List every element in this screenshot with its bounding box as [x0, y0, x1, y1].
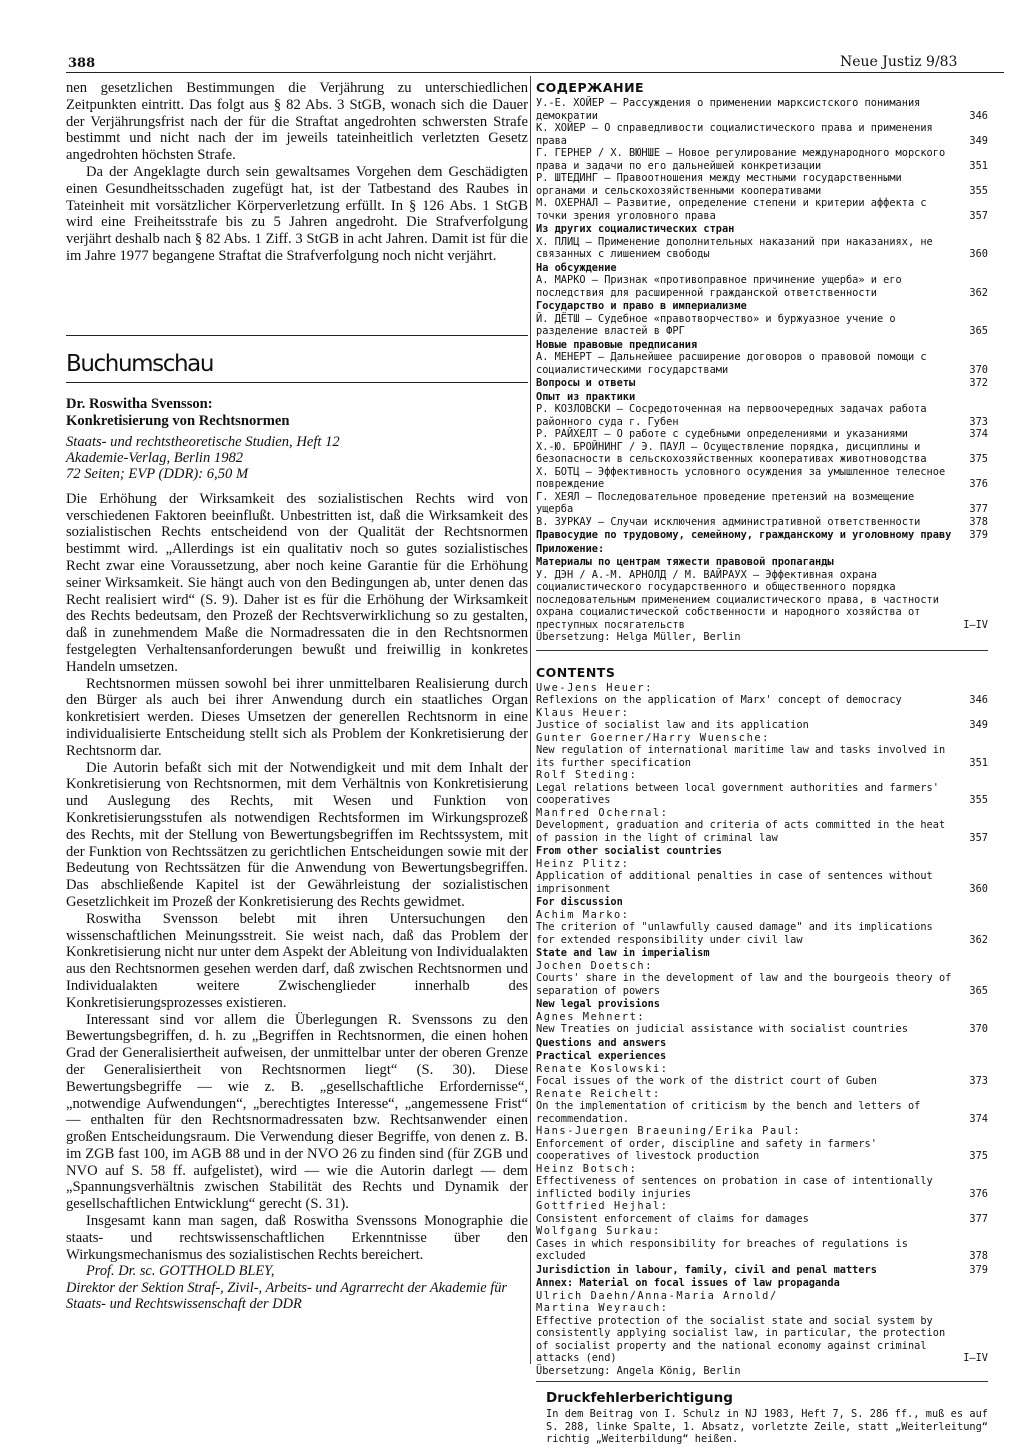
- toc-entry: [536, 351, 988, 376]
- toc-auth: [536, 960, 988, 973]
- english-contents-list: [536, 682, 988, 1378]
- toc-cat: [536, 1276, 988, 1290]
- toc-page-number: 362: [969, 933, 988, 946]
- toc-text: Focal issues of the work of the district court of Guben: [536, 1075, 877, 1087]
- toc-text: У.-Е. ХОЙЕР — Рассуждения о применении марксистского понимания демократии: [536, 97, 921, 122]
- toc-catpage: [536, 376, 988, 390]
- toc-text: Renate Reichelt:: [536, 1087, 661, 1100]
- review-book-meta: [66, 434, 528, 483]
- toc-text: Р. РАЙХЕЛТ — О работе с судебными определениями и указаниями: [536, 428, 908, 440]
- toc-page-number: 362: [969, 286, 988, 299]
- toc-catpage: [536, 528, 988, 542]
- toc-text: The criterion of "unlawfully caused damage" and its implications for extended responsibility under civil law: [536, 921, 933, 946]
- toc-page-number: 360: [969, 882, 988, 895]
- body-paragraph: nen gesetzlichen Bestimmungen die Verjährung zu unterschiedlichen Zeitpunkten eintritt. Das folgt aus § 82 Abs. 3 StGB, wonach sich die Dauer der Verjährungsfrist nach der für die Straftat angedrohten schwersten Strafe bestimmt und nicht nach der im jeweils tateinheitlich verletzten Gesetz angedrohten höchsten Strafe.: [66, 80, 528, 164]
- toc-cat: [536, 895, 988, 909]
- toc-entry: [536, 1138, 988, 1163]
- toc-text: Heinz Botsch:: [536, 1162, 638, 1175]
- toc-page-number: 351: [969, 159, 988, 172]
- toc-text: Development, graduation and criteria of acts committed in the heat of passion in the light of criminal law: [536, 819, 946, 844]
- review-paragraph: Die Autorin befaßt sich mit der Notwendigkeit und mit dem Inhalt der Konkretisierung von Rechtsnormen, mit dem Verhältnis von Konkretisierung und Auslegung des Rechts, mit Wesen und Funktion von Konkretisierungsstufen als notwendigen Rechtsformen im Wirkungsprozeß des Rechts, mit der Stellung von Bewertungsbegriffen im Rechtssystem, mit der Funktion von Rechtssätzen zu gerichtlichen Entscheidungen sowie mit der Bedeutung von Rechtssätzen für die Anwendung von Bewertungsbegriffen. Das abschließende Kapitel ist der Gewährleistung der sozialistischen Gesetzlichkeit im Prozeß der Konkretisierung des Rechts gewidmet.: [66, 759, 528, 910]
- toc-page-number: 351: [969, 756, 988, 769]
- toc-page-number: 375: [969, 453, 988, 465]
- toc-entry: [536, 441, 988, 466]
- review-paragraph: Rechtsnormen müssen sowohl bei ihrer unmittelbaren Realisierung durch den Bürger als auch bei ihrer Anwendung durch ein staatliches Organ konkretisiert werden. Dieses Umsetzen der generellen Rechtsnorm in eine individualisierte Entscheidung stellt sich als Problem der Konkretisierung der Rechtsnorm dar.: [66, 675, 528, 759]
- toc-text: В. ЗУРКАУ — Случаи исключения административной ответственности: [536, 515, 921, 528]
- header-rule: [66, 72, 1004, 73]
- toc-entry: [536, 236, 988, 261]
- journal-issue: Neue Justiz 9/83: [840, 54, 958, 70]
- section-rule: [66, 382, 528, 383]
- toc-entry: [536, 274, 988, 299]
- toc-page-number: 370: [969, 1023, 988, 1035]
- toc-text: Из других социалистических стран: [536, 223, 735, 235]
- toc-auth: [536, 1011, 988, 1024]
- toc-page-number: 355: [969, 794, 988, 806]
- toc-entry: [536, 719, 988, 732]
- toc-page-number: 346: [969, 109, 988, 122]
- left-column-top: [66, 80, 528, 265]
- toc-auth: [536, 707, 988, 720]
- toc-plain: [536, 1365, 988, 1378]
- toc-entry: [536, 921, 988, 946]
- body-paragraph: Da der Angeklagte durch sein gewaltsames Vorgehen dem Geschädigten einen Gesundheitsschaden zugefügt hat, ist der Tatbestand des Raubes in Tateinheit mit vorsätzlicher Körperverletzung erfüllt. In § 126 Abs. 1 StGB wird eine Freiheitsstrafe bis zu 5 Jahren angedroht. Die Strafverfolgung verjährt deshalb nach § 82 Abs. 1 Ziff. 3 StGB in acht Jahren. Damit ist für die im Jahre 1977 begangene Straftat die Strafverfolgung noch nicht verjährt.: [66, 163, 528, 264]
- errata-title: Druckfehlerberichtigung: [546, 1390, 733, 1406]
- toc-text: Klaus Heuer:: [536, 706, 630, 719]
- toc-entry: [536, 147, 988, 172]
- toc-entry: [536, 122, 988, 147]
- toc-text: For discussion: [536, 896, 623, 908]
- review-paragraph: Interessant sind vor allem die Überlegungen R. Svenssons zu den Bewertungsbegriffen, d. h. zu „Begriffen in Rechtsnormen, die einen hohen Grad der Generalisiertheit aufweisen, der unmittelbar unter der oberen Grenze der Generalisiertheit von Rechtsnormen liegt“ (S. 30). Diese Bewertungsbegriffe — wie z. B. „gesellschaftliche Erfordernisse“, „notwendige Aufwendungen“, „berechtigtes Interesse“, „angemessene Frist“ — enthalten für den Rechtsnormadressaten bzw. Rechtsanwender einen großen Entscheidungsraum. Die Verwendung dieser Begriffe, von denen z. B. im ZGB fast 100, im AGB 88 und in der NVO 26 zu finden sind (für ZGB und NVO auf S. 58 ff. aufgelistet), wird — wie die Autorin darlegt — dem „Spannungsverhältnis zwischen Stabilität des Rechts und Dynamik der gesellschaftlichen Entwicklung“ gerecht (S. 31).: [66, 1011, 528, 1213]
- toc-auth: [536, 909, 988, 922]
- toc-text: Courts' share in the development of law and the bourgeois theory of separation of powers: [536, 972, 952, 997]
- toc-entry: [536, 1075, 988, 1088]
- toc-page-number: 372: [969, 377, 988, 389]
- toc-text: Annex: Material on focal issues of law propaganda: [536, 1277, 840, 1289]
- toc-entry: [536, 972, 988, 997]
- toc-cat: [536, 542, 988, 556]
- toc-auth: [536, 1088, 988, 1101]
- toc-entry: [536, 428, 988, 441]
- toc-page-number: 349: [969, 719, 988, 731]
- toc-text: Г. ХЕЯЛ — Последовательное проведение претензий на возмещение ущерба: [536, 490, 915, 515]
- toc-entry: [536, 1100, 988, 1125]
- toc-page-number: 377: [969, 1212, 988, 1225]
- review-paragraph: Insgesamt kann man sagen, daß Roswitha Svenssons Monographie die staats- und rechtswissenschaftlichen Erkenntnisse über den Wirkungsmechanismus des sozialistischen Rechts bereichert.: [66, 1213, 528, 1263]
- toc-cat: [536, 997, 988, 1011]
- column-divider: [530, 76, 531, 1364]
- toc-entry: [536, 172, 988, 197]
- toc-text: На обсуждение: [536, 261, 617, 274]
- toc-auth: [536, 1290, 988, 1303]
- toc-auth: [536, 682, 988, 695]
- toc-text: Enforcement of order, discipline and safety in farmers' cooperatives of livestock production: [536, 1137, 877, 1162]
- toc-auth: [536, 1063, 988, 1076]
- review-author: Dr. Roswitha Svensson:: [66, 396, 213, 412]
- toc-entry: [536, 97, 988, 122]
- toc-entry: [536, 1213, 988, 1226]
- toc-text: Правосудие по трудовому, семейному, гражданскому и уголовному праву: [536, 529, 952, 541]
- toc-catpage: [536, 1263, 988, 1277]
- toc-plain: [536, 631, 988, 644]
- toc-cat: [536, 261, 988, 275]
- toc-auth: [536, 1200, 988, 1213]
- toc-page-number: 360: [969, 248, 988, 260]
- toc-page-number: 379: [969, 529, 988, 541]
- toc-text: New Treaties on judicial assistance with socialist countries: [536, 1023, 908, 1035]
- toc-text: Justice of socialist law and its application: [536, 719, 809, 731]
- english-contents-title: CONTENTS: [536, 664, 616, 680]
- toc-page-number: I—IV: [963, 1352, 988, 1364]
- review-paragraph: Die Erhöhung der Wirksamkeit des sozialistischen Rechts wird von verschiedenen Faktoren beeinflußt. Unbestritten ist, daß die Wirksamkeit des sozialistischen Rechts entscheidend von der Qualität der Rechtsnormen bestimmt wird. „Allerdings ist ein qualitativ noch so gutes sozialistisches Recht zwar eine Voraussetzung, aber noch keine Garantie für die Erhöhung seiner Wirksamkeit. Sie hängt auch von den Bedingungen ab, unter denen das Recht realisiert wird“ (S. 9). Daher ist es für die Erhöhung der Wirksamkeit des Rechts bedeutsam, den Prozeß der Rechtsverwirklichung so zu gestalten, daß in zunehmendem Maße die Normadressaten die in den Rechtsnormen festgelegten Verhaltensanforderungen bewußt und freiwillig in konkretes Handeln umsetzen.: [66, 490, 528, 675]
- toc-entry: [536, 403, 988, 428]
- toc-auth: [536, 732, 988, 745]
- toc-text: New legal provisions: [536, 998, 660, 1010]
- russian-contents-title: СОДЕРЖАНИЕ: [536, 80, 645, 95]
- toc-page-number: 377: [969, 503, 988, 515]
- toc-text: Й. ДЁТШ — Судебное «правотворчество» и буржуазное учение о разделение властей в ФРГ: [536, 312, 896, 337]
- toc-page-number: 365: [969, 325, 988, 337]
- toc-page-number: 374: [969, 1112, 988, 1125]
- toc-page-number: 349: [969, 134, 988, 147]
- toc-text: Achim Marko:: [536, 908, 630, 921]
- toc-auth: [536, 1125, 988, 1138]
- toc-text: Р. КОЗЛОВСКИ — Сосредоточенная на первоочередных задачах работа районного суда г. Губен: [536, 403, 927, 428]
- toc-text: Jurisdiction in labour, family, civil and penal matters: [536, 1263, 877, 1276]
- toc-auth: [536, 858, 988, 871]
- toc-entry: [536, 569, 988, 632]
- book-review: [66, 396, 528, 1313]
- toc-text: Х. ПЛИЦ — Применение дополнительных наказаний при наказаниях, не связанных с лишением свободы: [536, 235, 933, 260]
- toc-page-number: 375: [969, 1150, 988, 1162]
- errata-text: In dem Beitrag von I. Schulz in NJ 1983, Heft 7, S. 286 ff., muß es auf S. 288, linke Spalte, 1. Absatz, vorletzte Zeile, statt „Weiterleitung“ richtig „Weiterbildung“ heißen.: [546, 1408, 988, 1445]
- toc-text: Приложение:: [536, 542, 605, 555]
- toc-text: Questions and answers: [536, 1036, 667, 1049]
- toc-text: Государство и право в империализме: [536, 300, 747, 312]
- toc-cat: [536, 338, 988, 352]
- toc-text: Cases in which responsibility for breaches of regulations is excluded: [536, 1237, 908, 1262]
- toc-text: Опыт из практики: [536, 390, 636, 403]
- toc-text: Manfred Ochernal:: [536, 806, 669, 819]
- toc-entry: [536, 1238, 988, 1263]
- toc-auth: [536, 769, 988, 782]
- russian-contents-list: [536, 97, 988, 644]
- toc-page-number: 365: [969, 984, 988, 997]
- toc-entry: [536, 694, 988, 707]
- toc-entry: [536, 1175, 988, 1200]
- toc-cat: [536, 946, 988, 960]
- toc-text: Ulrich Daehn/Anna-Maria Arnold/: [536, 1289, 778, 1302]
- toc-page-number: 374: [969, 428, 988, 440]
- toc-text: М. ОХЕРНАЛ — Развитие, определение степени и критерии аффекта с точки зрения уголовного права: [536, 197, 927, 222]
- toc-page-number: 373: [969, 415, 988, 428]
- toc-text: У. ДЭН / А.-М. АРНОЛД / М. ВАЙРАУХ — Эффективная охрана социалистического государственного и общественного порядка последовательным применением социалистического права, в частности охрана социалистической собственности и народного хозяйства от преступных посягательств: [536, 568, 939, 631]
- toc-text: Uwe-Jens Heuer:: [536, 681, 653, 694]
- toc-entry: [536, 516, 988, 529]
- reviewer-role: Direktor der Sektion Straf-, Zivil-, Arbeits- und Agrarrecht der Akademie für Staats- und Rechtswissenschaft der DDR: [66, 1279, 507, 1313]
- toc-text: New regulation of international maritime law and tasks involved in its further specification: [536, 744, 946, 769]
- toc-text: Agnes Mehnert:: [536, 1010, 646, 1023]
- toc-auth: [536, 1302, 988, 1315]
- toc-page-number: 376: [969, 1187, 988, 1200]
- errata-box: [536, 1390, 988, 1446]
- toc-text: Jochen Doetsch:: [536, 959, 653, 972]
- english-contents: [536, 665, 988, 1383]
- toc-cat: [536, 222, 988, 236]
- toc-text: Application of additional penalties in case of sentences without imprisonment: [536, 870, 933, 895]
- toc-entry: [536, 197, 988, 222]
- toc-entry: [536, 1023, 988, 1036]
- toc-entry: [536, 870, 988, 895]
- toc-text: Legal relations between local government authorities and farmers' cooperatives: [536, 781, 939, 806]
- toc-cat: [536, 1036, 988, 1050]
- toc-cat: [536, 555, 988, 569]
- toc-text: On the implementation of criticism by the bench and letters of recommendation.: [536, 1100, 921, 1125]
- review-book-title: Konkretisierung von Rechtsnormen: [66, 412, 290, 429]
- toc-text: К. ХОЙЕР — О справедливости социалистического права и применения права: [536, 122, 933, 147]
- toc-text: Г. ГЕРНЕР / Х. ВЮНШЕ — Новое регулирование международного морского права и задачи по его дальнейшей конкретизации: [536, 147, 946, 172]
- toc-text: Übersetzung: Helga Müller, Berlin: [536, 631, 741, 643]
- toc-text: State and law in imperialism: [536, 947, 710, 959]
- toc-page-number: I—IV: [963, 618, 988, 631]
- toc-text: Gottfried Hejhal:: [536, 1200, 669, 1212]
- toc-page-number: 346: [969, 694, 988, 706]
- toc-text: Übersetzung: Angela König, Berlin: [536, 1364, 741, 1377]
- toc-text: Новые правовые предписания: [536, 338, 698, 351]
- toc-page-number: 370: [969, 363, 988, 376]
- review-paragraph: Roswitha Svensson belebt mit ihren Untersuchungen den wissenschaftlichen Meinungsstreit. Sie weist nach, daß das Problem der Konkretisierung nicht nur unter dem Aspekt der Ableitung von Individualakten aus den Rechtsnormen gesehen werden darf, daß zwischen Rechtsnormen und Individualakten weitere Zwischenglieder innerhalb des Konkretisierungsprozesses existieren.: [66, 910, 528, 1011]
- toc-cat: [536, 844, 988, 858]
- toc-text: Effective protection of the socialist state and social system by consistently applying socialist law, in particular, the protection of socialist property and the national economy against criminal attacks (end): [536, 1314, 946, 1364]
- toc-text: Материалы по центрам тяжести правовой пропаганды: [536, 556, 834, 568]
- page-number: 388: [68, 56, 96, 71]
- toc-page-number: 357: [969, 209, 988, 222]
- toc-text: From other socialist countries: [536, 845, 722, 857]
- toc-auth: [536, 807, 988, 820]
- toc-text: Rolf Steding:: [536, 769, 638, 781]
- toc-page-number: 355: [969, 184, 988, 197]
- toc-page-number: 378: [969, 515, 988, 528]
- toc-text: Gunter Goerner/Harry Wuensche:: [536, 731, 770, 744]
- toc-entry: [536, 491, 988, 516]
- toc-entry: [536, 744, 988, 769]
- toc-text: Вопросы и ответы: [536, 377, 636, 389]
- reviewer-name: Prof. Dr. sc. GOTTHOLD BLEY,: [86, 1263, 275, 1280]
- toc-text: Х. БОТЦ — Эффективность условного осуждения за умышленное телесное повреждение: [536, 465, 946, 490]
- toc-text: Heinz Plitz:: [536, 857, 630, 870]
- toc-page-number: 373: [969, 1075, 988, 1087]
- section-heading-buchumschau: Buchumschau: [66, 351, 214, 377]
- russian-contents: [536, 80, 988, 651]
- toc-text: А. МЕНЕРТ — Дальнейшее расширение договоров о правовой помощи с социалистическими государствами: [536, 351, 927, 376]
- toc-text: А. МАРКО — Признак «противоправное причинение ущерба» и его последствия для расширенной гражданской ответственности: [536, 274, 902, 299]
- review-details: 72 Seiten; EVP (DDR): 6,50 M: [66, 466, 249, 483]
- toc-entry: [536, 819, 988, 844]
- toc-text: Р. ШТЕДИНГ — Правоотношения между местными государственными органами и сельскохозяйственными кооперативами: [536, 172, 902, 197]
- toc-text: Martina Weyrauch:: [536, 1302, 669, 1314]
- toc-entry: [536, 1315, 988, 1365]
- toc-entry: [536, 782, 988, 807]
- toc-entry: [536, 466, 988, 491]
- toc-page-number: 378: [969, 1250, 988, 1262]
- toc-entry: [536, 313, 988, 338]
- toc-cat: [536, 1049, 988, 1063]
- section-rule: [66, 335, 528, 336]
- toc-page-number: 376: [969, 478, 988, 490]
- toc-text: Effectiveness of sentences on probation in case of intentionally inflicted bodily injuries: [536, 1175, 933, 1200]
- toc-page-number: 357: [969, 831, 988, 844]
- toc-text: Hans-Juergen Braeuning/Erika Paul:: [536, 1125, 802, 1137]
- toc-cat: [536, 299, 988, 313]
- toc-auth: [536, 1225, 988, 1238]
- toc-text: Wolfgang Surkau:: [536, 1225, 661, 1237]
- toc-text: Consistent enforcement of claims for damages: [536, 1212, 809, 1225]
- toc-auth: [536, 1163, 988, 1176]
- right-column: [536, 80, 988, 1446]
- toc-text: Х.-Ю. БРОЙНИНГ / Э. ПАУЛ — Осуществление порядка, дисциплины и безопасности в сельскохозяйственных кооперативах животноводства: [536, 440, 927, 465]
- toc-cat: [536, 390, 988, 404]
- review-series: Staats- und rechtstheoretische Studien, Heft 12: [66, 433, 340, 450]
- toc-text: Practical experiences: [536, 1050, 667, 1062]
- toc-text: Renate Koslowski:: [536, 1062, 669, 1075]
- toc-page-number: 379: [969, 1263, 988, 1276]
- review-publisher: Akademie-Verlag, Berlin 1982: [66, 450, 244, 466]
- toc-text: Reflexions on the application of Marx' concept of democracy: [536, 694, 902, 706]
